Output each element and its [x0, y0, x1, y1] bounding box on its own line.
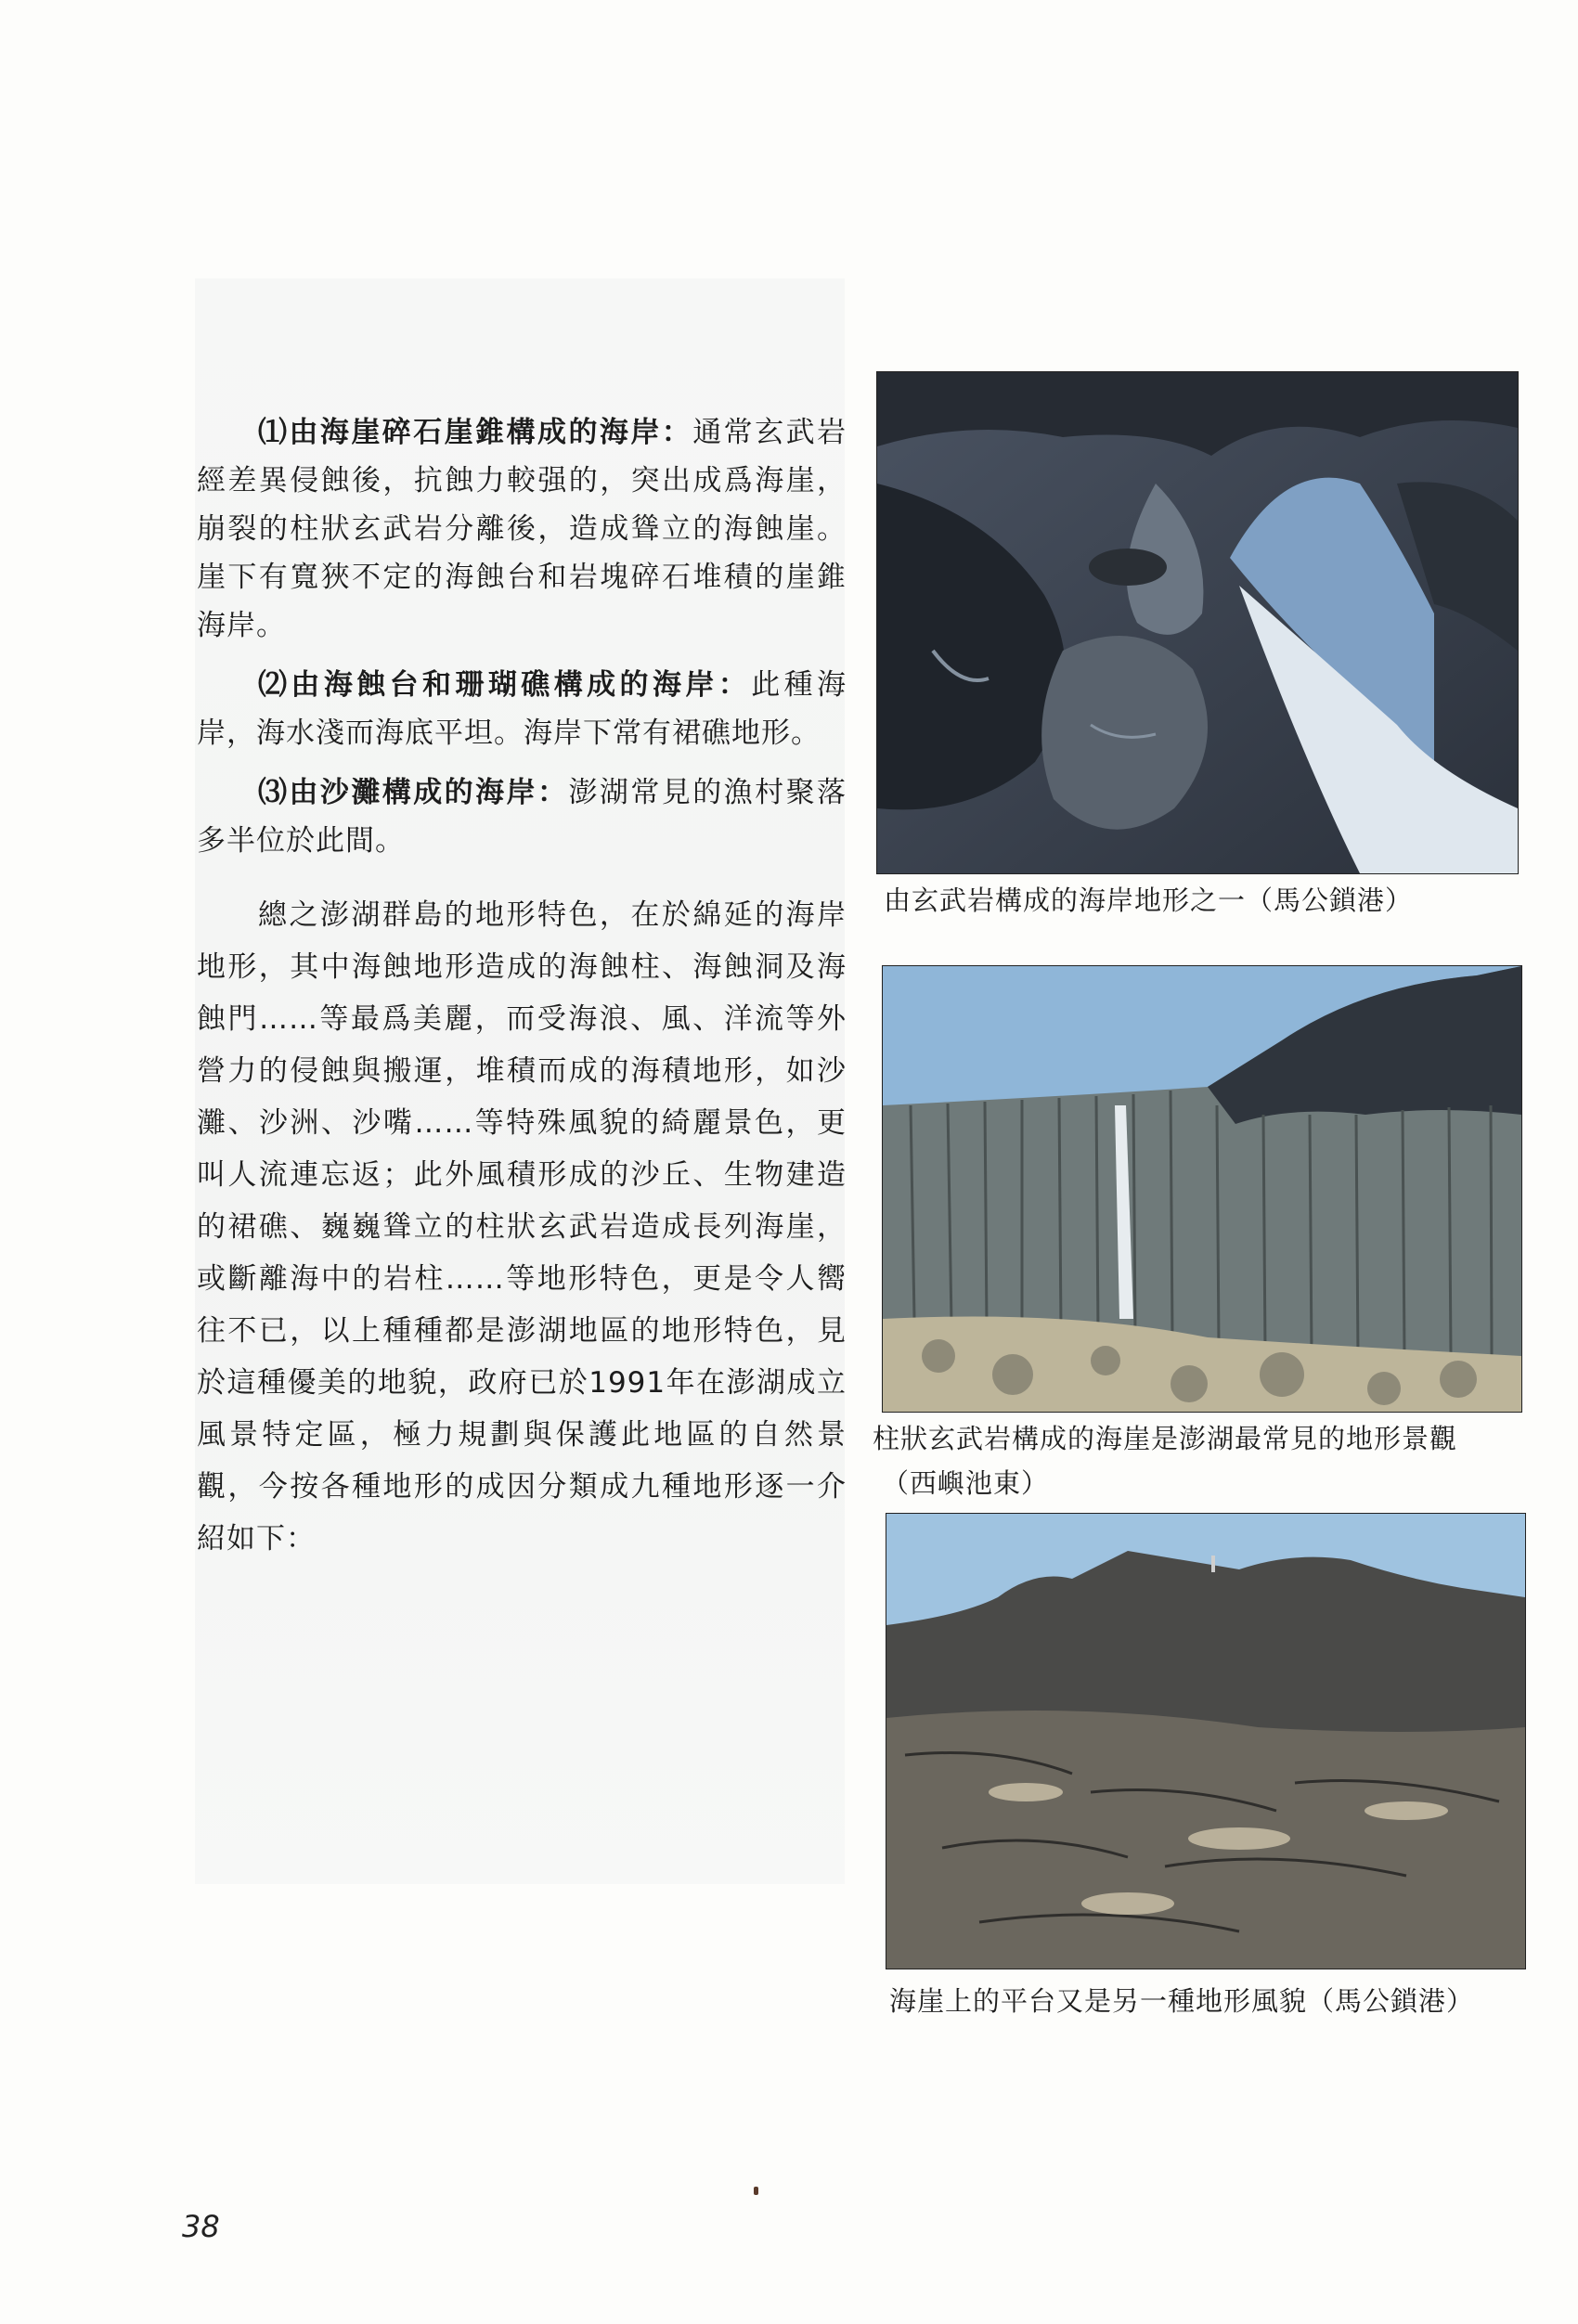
body-text-column — [197, 408, 847, 1565]
paragraph-heading: ⑴由海崖碎石崖錐構成的海岸： — [258, 416, 693, 449]
paragraph-body: 此種海岸，海水淺而海底平坦。海岸下常有裙礁地形。 — [197, 668, 847, 750]
photo-caption: 由玄武岩構成的海岸地形之一（馬公鎖港） — [884, 884, 1414, 916]
photo-caption: 柱狀玄武岩構成的海崖是澎湖最常見的地形景觀 — [873, 1423, 1458, 1454]
paragraph-platform-coral-coast — [197, 661, 847, 757]
paragraph-body: 澎湖常見的漁村聚落多半位於此間。 — [197, 776, 847, 858]
paragraph-sand-beach-coast — [197, 768, 847, 865]
paragraph-summary: 總之澎湖群島的地形特色，在於綿延的海岸地形，其中海蝕地形造成的海蝕柱、海蝕洞及海蝕門……等最爲美麗，而受海浪、風、洋流等外營力的侵蝕與搬運，堆積而成的海積地形，如沙灘、沙洲、沙嘴……等特殊風貌的綺麗景色，更叫人流連忘返；此外風積形成的沙丘、生物建造的裙礁、巍巍聳立的柱狀玄武岩造成長列海崖，或斷離海中的岩柱……等地形特色，更是令人嚮往不已，以上種種都是澎湖地區的地形特色，見於這種優美的地貌，政府已於1991年在澎湖成立風景特定區，極力規劃與保護此地區的自然景觀，今按各種地形的成因分類成九種地形逐一介紹如下： — [197, 898, 847, 1556]
photo-basalt-sea-arch — [876, 371, 1519, 874]
page-number: 38 — [182, 2209, 220, 2244]
photo-caption-location: （西嶼池東） — [882, 1467, 1050, 1499]
paragraph-heading: ⑵由海蝕台和珊瑚礁構成的海岸： — [258, 668, 752, 702]
photo-sea-cliff-platform — [886, 1513, 1526, 1969]
paragraph-heading: ⑶由沙灘構成的海岸： — [258, 776, 569, 809]
photo-columnar-basalt-cliff — [882, 965, 1522, 1413]
print-speck — [754, 2187, 758, 2195]
paragraph-body: 通常玄武岩經差異侵蝕後，抗蝕力較强的，突出成爲海崖，崩裂的柱狀玄武岩分離後，造成聳立的海蝕崖。崖下有寬狹不定的海蝕台和岩塊碎石堆積的崖錐海岸。 — [197, 416, 847, 642]
photo-caption: 海崖上的平台又是另一種地形風貌（馬公鎖港） — [889, 1985, 1475, 2017]
paragraph-cliff-debris-coast — [197, 408, 847, 650]
